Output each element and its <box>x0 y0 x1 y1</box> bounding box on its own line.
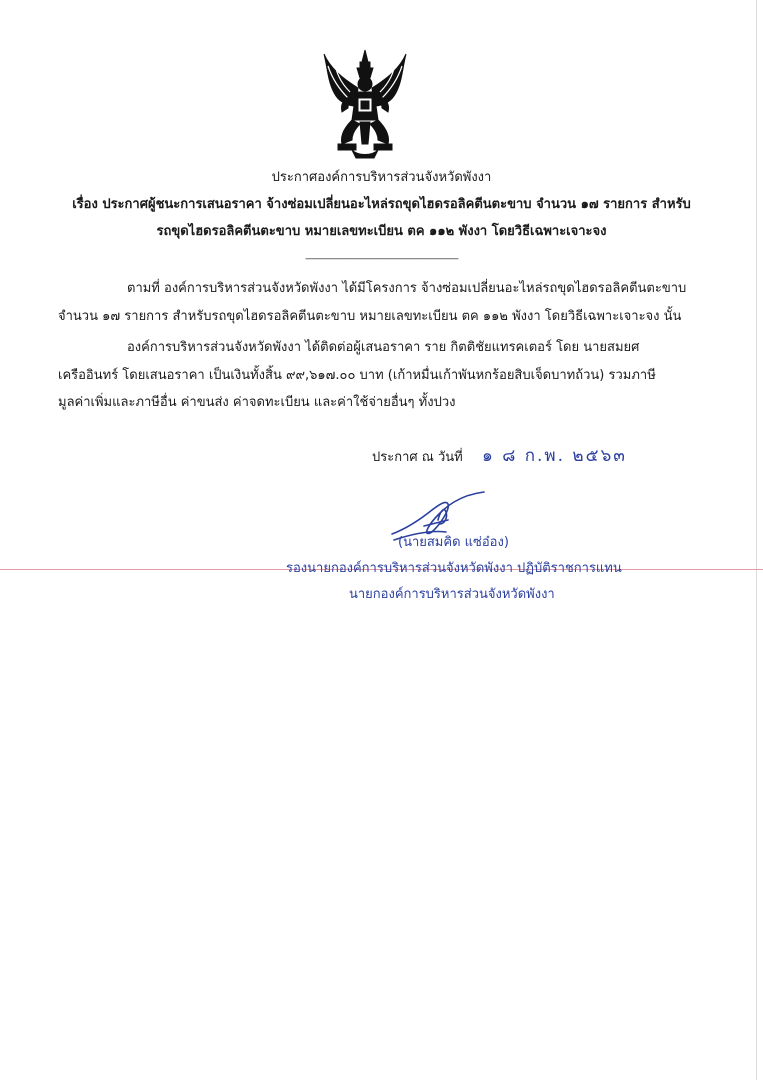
separator: -------------------------------------------------------------------- <box>305 254 458 264</box>
signatory-position-1: รองนายกองค์การบริหารส่วนจังหวัดพังงา ปฏิบัติราชการแทน <box>286 561 622 576</box>
body-line-1: ตามที่ องค์การบริหารส่วนจังหวัดพังงา ได้มีโครงการ จ้างซ่อมเปลี่ยนอะไหล่รถขุดไฮดรอลิคตีนตะขาบ <box>127 281 687 296</box>
body-line-2: จำนวน ๑๗ รายการ สำหรับรถขุดไฮดรอลิคตีนตะขาบ หมายเลขทะเบียน ตค ๑๑๒ พังงา โดยวิธีเฉพาะเจาะจง นั้น <box>58 309 682 324</box>
signatory-name: (นายสมคิด แซ่อ๋อง) <box>398 535 509 550</box>
subject-line-2: รถขุดไฮดรอลิคตีนตะขาบ หมายเลขทะเบียน ตค ๑๑๒ พังงา โดยวิธีเฉพาะเจาะจง <box>156 224 607 239</box>
date-label: ประกาศ ณ วันที่ <box>372 450 463 465</box>
body-line-3: องค์การบริหารส่วนจังหวัดพังงา ได้ติดต่อผู้เสนอราคา ราย กิตติชัยแทรคเตอร์ โดย นายสมยศ <box>127 340 640 355</box>
garuda-emblem-icon <box>322 48 408 160</box>
subject-line-1: เรื่อง ประกาศผู้ชนะการเสนอราคา จ้างซ่อมเปลี่ยนอะไหล่รถขุดไฮดรอลิคตีนตะขาบ จำนวน ๑๗ รายการ สำหรับ <box>72 197 691 212</box>
signatory-position-2: นายกองค์การบริหารส่วนจังหวัดพังงา <box>349 587 555 602</box>
body-line-4: เครืออินทร์ โดยเสนอราคา เป็นเงินทั้งสิ้น ๙๙,๖๑๗.๐๐ บาท (เก้าหมื่นเก้าพันหกร้อยสิบเจ็ดบาทถ้วน) รวมภาษี <box>58 368 656 383</box>
body-line-5: มูลค่าเพิ่มและภาษีอื่น ค่าขนส่ง ค่าจดทะเบียน และค่าใช้จ่ายอื่นๆ ทั้งปวง <box>58 395 456 410</box>
date-value: ๑ ๘ ก.พ. ๒๕๖๓ <box>482 446 627 466</box>
announcement-title: ประกาศองค์การบริหารส่วนจังหวัดพังงา <box>271 170 492 185</box>
page-edge-line <box>756 0 757 1080</box>
